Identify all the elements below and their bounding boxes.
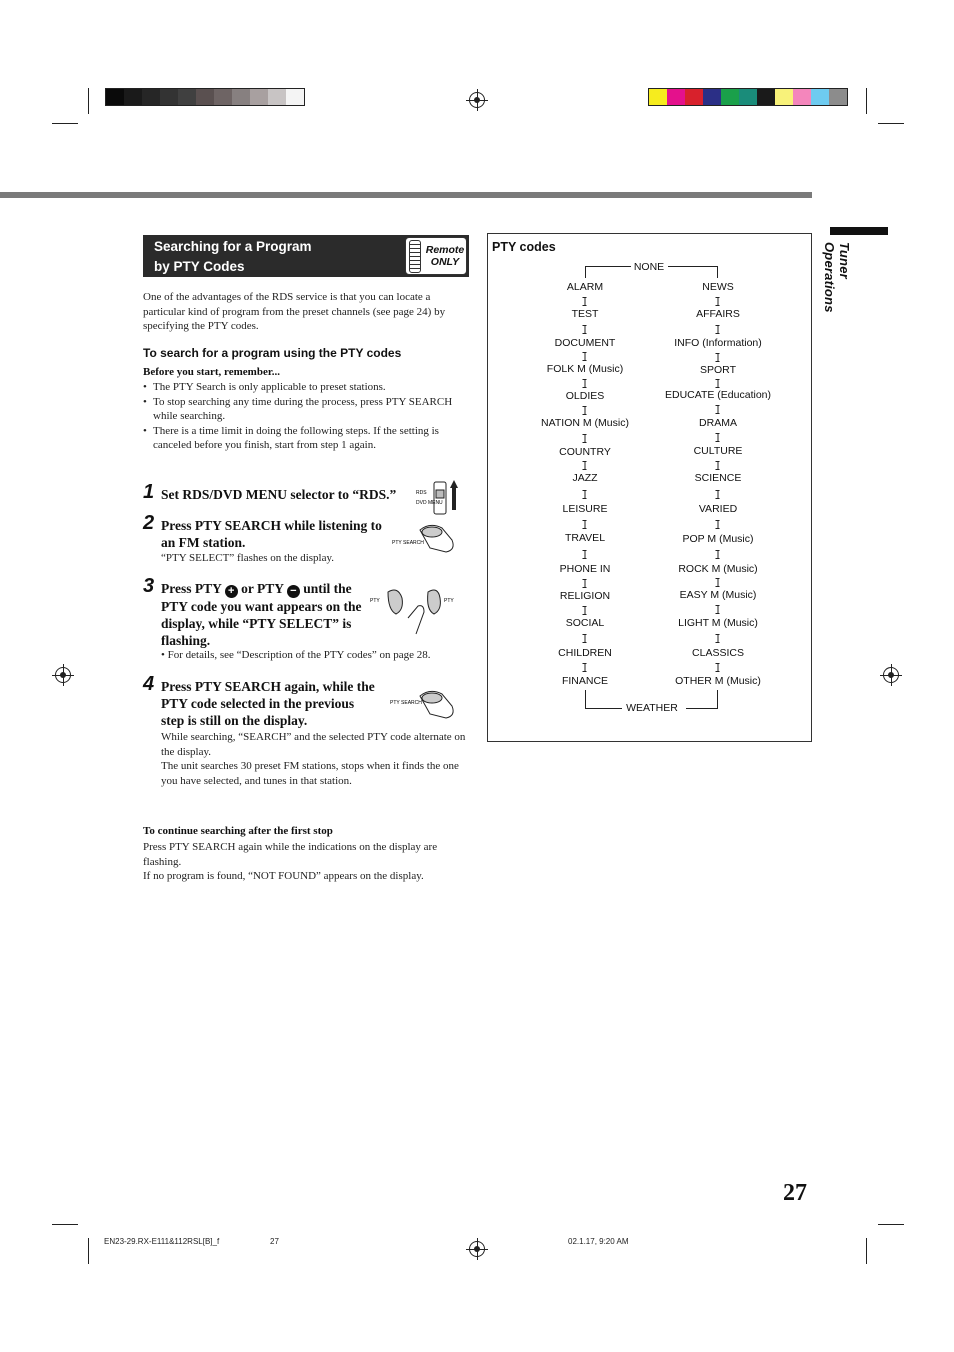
double-arrow-icon <box>716 663 721 673</box>
double-arrow-icon <box>716 578 721 588</box>
double-arrow-icon <box>583 550 588 560</box>
before-list <box>143 380 463 453</box>
pty-code-left: LEISURE <box>562 503 608 515</box>
remote-control-icon <box>409 240 421 273</box>
grey-swatch <box>232 89 250 105</box>
grey-swatch <box>250 89 268 105</box>
section-title-line1: Searching for a Program <box>154 239 312 254</box>
color-swatch <box>739 89 757 105</box>
grey-swatch <box>286 89 304 105</box>
step-number: 1 <box>143 481 155 503</box>
crop-mark <box>866 88 867 114</box>
pty-code-right: CLASSICS <box>692 647 744 659</box>
connector-line <box>585 690 586 708</box>
double-arrow-icon <box>583 606 588 616</box>
pty-search-button-illustration <box>390 684 462 720</box>
pty-plus-label: PTY <box>370 598 380 604</box>
double-arrow-icon <box>716 605 721 615</box>
registration-mark-icon <box>55 667 71 683</box>
step-number: 4 <box>143 673 155 695</box>
connector-line <box>585 708 622 709</box>
double-arrow-icon <box>583 490 588 500</box>
double-arrow-icon <box>716 550 721 560</box>
double-arrow-icon <box>716 297 721 307</box>
double-arrow-icon <box>583 520 588 530</box>
step-number: 3 <box>143 575 155 597</box>
double-arrow-icon <box>716 520 721 530</box>
rds-label: RDS <box>416 490 427 496</box>
color-swatch <box>775 89 793 105</box>
double-arrow-icon <box>583 297 588 307</box>
pty-code-right: POP M (Music) <box>682 533 754 545</box>
pty-code-right: AFFAIRS <box>696 308 740 320</box>
color-swatch <box>649 89 667 105</box>
color-swatch <box>667 89 685 105</box>
pty-code-left: CHILDREN <box>558 647 612 659</box>
step-text: Press PTY + or PTY − until the PTY code you want appears on the display, while “PTY SELECT” is flashing. <box>161 581 362 648</box>
crop-mark <box>866 1238 867 1264</box>
step-text: Press PTY SEARCH again, while the PTY code selected in the previous step is still on the display. <box>161 679 375 728</box>
pty-minus-label: PTY <box>444 598 454 604</box>
crop-mark <box>878 1224 904 1225</box>
header-rule <box>0 192 812 198</box>
color-calibration-strip <box>648 88 848 106</box>
double-arrow-icon <box>583 325 588 335</box>
registration-mark-icon <box>883 667 899 683</box>
pty-buttons-illustration <box>368 584 462 640</box>
double-arrow-icon <box>716 379 721 389</box>
remote-only-badge <box>405 237 467 275</box>
continue-text: Press PTY SEARCH again while the indications on the display are flashing. If no program is found, “NOT FOUND” appears on the display. <box>143 841 438 882</box>
section-title-line2: by PTY Codes <box>154 259 245 274</box>
pty-code-right: EDUCATE (Education) <box>664 389 772 401</box>
double-arrow-icon <box>583 406 588 416</box>
intro-paragraph: One of the advantages of the RDS service is that you can locate a particular kind of program from the preset channels (see page 24) by specifying the PTY codes. <box>143 291 446 332</box>
pty-code-right: INFO (Information) <box>674 337 762 349</box>
step-note: “PTY SELECT” flashes on the display. <box>161 552 335 564</box>
footer-filename: EN23-29.RX-E111&112RSL[B]_f <box>104 1237 220 1246</box>
double-arrow-icon <box>716 634 721 644</box>
connector-line <box>717 266 718 278</box>
pty-code-right: EASY M (Music) <box>679 589 757 601</box>
crop-mark <box>88 1238 89 1264</box>
double-arrow-icon <box>716 325 721 335</box>
step-note: While searching, “SEARCH” and the selected PTY code alternate on the display. The unit searches 30 preset FM stations, stops when it finds the one you have selected, and tunes in that station. <box>161 731 466 787</box>
double-arrow-icon <box>716 353 721 363</box>
step-text: Press PTY SEARCH while listening to an FM station. <box>161 518 382 550</box>
crop-mark <box>88 88 89 114</box>
registration-mark-icon <box>469 1241 485 1257</box>
pty-codes-box <box>487 233 812 742</box>
pty-code-left: FOLK M (Music) <box>546 363 624 375</box>
pty-code-weather: WEATHER <box>626 702 678 714</box>
subheading: To search for a program using the PTY codes <box>143 346 402 360</box>
pty-code-left: OLDIES <box>565 390 605 402</box>
pty-code-left: JAZZ <box>572 472 598 484</box>
step-number: 2 <box>143 512 155 534</box>
footer-page: 27 <box>270 1237 279 1246</box>
badge-only-label: ONLY <box>430 256 460 268</box>
before-item: • To stop searching any time during the process, press PTY SEARCH while searching. <box>143 395 463 424</box>
double-arrow-icon <box>583 634 588 644</box>
pty-code-left: ALARM <box>566 281 604 293</box>
color-swatch <box>703 89 721 105</box>
connector-line <box>585 266 631 267</box>
step-text: Set RDS/DVD MENU selector to “RDS.” <box>161 487 397 502</box>
plus-icon: + <box>225 585 238 598</box>
pty-code-left: PHONE IN <box>559 563 611 575</box>
pty-search-label: PTY SEARCH <box>390 700 422 706</box>
pty-code-left: TEST <box>571 308 599 320</box>
crop-mark <box>878 123 904 124</box>
grey-swatch <box>124 89 142 105</box>
footer-date: 02.1.17, 9:20 AM <box>568 1237 629 1246</box>
pty-code-right: SCIENCE <box>694 472 742 484</box>
double-arrow-icon <box>583 434 588 444</box>
grey-swatch <box>196 89 214 105</box>
connector-line <box>686 708 718 709</box>
pty-code-right: OTHER M (Music) <box>675 675 761 687</box>
pty-code-none: NONE <box>633 261 665 273</box>
double-arrow-icon <box>583 379 588 389</box>
pty-codes-title: PTY codes <box>492 240 556 254</box>
grey-swatch <box>106 89 124 105</box>
double-arrow-icon <box>583 352 588 362</box>
color-swatch <box>685 89 703 105</box>
color-swatch <box>811 89 829 105</box>
pty-code-right: DRAMA <box>699 417 737 429</box>
connector-line <box>585 266 586 278</box>
color-swatch <box>721 89 739 105</box>
pty-search-button-illustration <box>390 518 462 554</box>
connector-line <box>668 266 718 267</box>
before-heading: Before you start, remember... <box>143 366 280 378</box>
before-item: • There is a time limit in doing the following steps. If the setting is canceled before you finish, start from step 1 again. <box>143 424 463 453</box>
double-arrow-icon <box>583 579 588 589</box>
double-arrow-icon <box>583 663 588 673</box>
grey-swatch <box>268 89 286 105</box>
double-arrow-icon <box>716 433 721 443</box>
pty-code-left: SOCIAL <box>565 617 605 629</box>
double-arrow-icon <box>716 405 721 415</box>
grey-calibration-strip <box>105 88 305 106</box>
badge-remote-label: Remote <box>425 244 465 256</box>
pty-code-left: RELIGION <box>559 590 611 602</box>
continue-heading: To continue searching after the first stop <box>143 825 333 837</box>
grey-swatch <box>142 89 160 105</box>
pty-code-right: LIGHT M (Music) <box>678 617 758 629</box>
double-arrow-icon <box>716 461 721 471</box>
pty-code-right: SPORT <box>700 364 736 376</box>
grey-swatch <box>160 89 178 105</box>
grey-swatch <box>178 89 196 105</box>
side-section-title: Tuner Operations <box>822 242 852 313</box>
grey-swatch <box>214 89 232 105</box>
pty-code-right: VARIED <box>698 503 738 515</box>
pty-code-left: FINANCE <box>561 675 609 687</box>
pty-code-right: NEWS <box>702 281 734 293</box>
pty-code-left: NATION M (Music) <box>541 417 629 429</box>
dvd-menu-label: DVD MENU <box>416 500 443 506</box>
pty-code-left: DOCUMENT <box>554 337 616 349</box>
color-swatch <box>829 89 847 105</box>
step-note: • For details, see “Description of the PTY codes” on page 28. <box>161 649 431 661</box>
double-arrow-icon <box>583 461 588 471</box>
page-number: 27 <box>783 1180 807 1206</box>
side-tab-bar <box>830 227 888 235</box>
pty-code-right: ROCK M (Music) <box>678 563 758 575</box>
pty-code-left: COUNTRY <box>559 446 611 458</box>
crop-mark <box>52 1224 78 1225</box>
rds-selector-illustration <box>414 476 464 520</box>
connector-line <box>717 690 718 708</box>
pty-search-label: PTY SEARCH <box>392 540 424 546</box>
pty-code-right: CULTURE <box>693 445 743 457</box>
color-swatch <box>757 89 775 105</box>
pty-code-left: TRAVEL <box>564 532 606 544</box>
before-item: • The PTY Search is only applicable to preset stations. <box>143 380 463 395</box>
minus-icon: − <box>287 585 300 598</box>
registration-mark-icon <box>469 92 485 108</box>
color-swatch <box>793 89 811 105</box>
crop-mark <box>52 123 78 124</box>
double-arrow-icon <box>716 490 721 500</box>
